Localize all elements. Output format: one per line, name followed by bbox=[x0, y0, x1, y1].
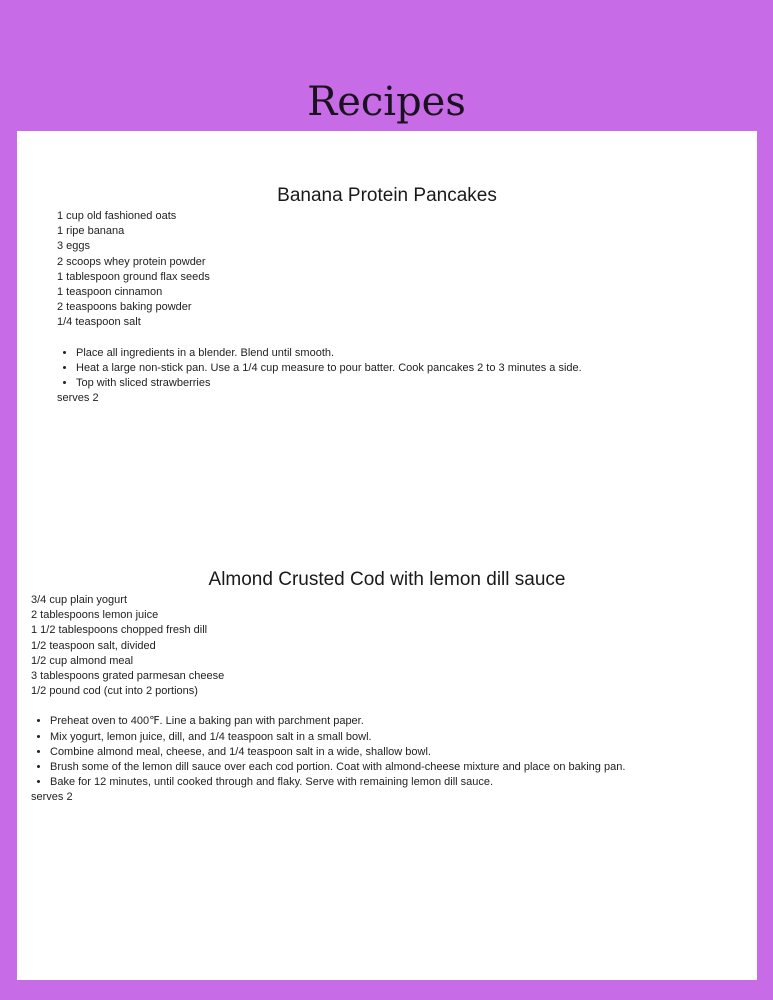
page-title: Recipes bbox=[307, 79, 466, 125]
serves-text: serves 2 bbox=[31, 791, 73, 804]
recipe-title: Banana Protein Pancakes bbox=[277, 185, 497, 206]
instruction-step: • Mix yogurt, lemon juice, dill, and 1/4 teaspoon salt in a small bowl. bbox=[50, 730, 757, 745]
ingredient-item: 3 eggs bbox=[57, 240, 91, 253]
ingredient-item: 1/2 teaspoon salt, divided bbox=[31, 639, 156, 652]
ingredient-item: 2 teaspoons baking powder bbox=[57, 301, 192, 314]
instruction-step: • Place all ingredients in a blender. Blend until smooth. bbox=[76, 346, 757, 361]
ingredient-item: 1/2 pound cod (cut into 2 portions) bbox=[31, 685, 198, 698]
instruction-list bbox=[57, 346, 757, 392]
instruction-step: • Combine almond meal, cheese, and 1/4 teaspoon salt in a wide, shallow bowl. bbox=[50, 745, 757, 760]
ingredient-item: 1/2 cup almond meal bbox=[31, 654, 134, 667]
recipe-sheet bbox=[17, 131, 757, 980]
ingredient-item: 1/4 teaspoon salt bbox=[57, 316, 141, 329]
ingredient-item: 1 teaspoon cinnamon bbox=[57, 286, 163, 299]
recipe-banana-protein-pancakes bbox=[17, 183, 757, 406]
recipe-body bbox=[17, 209, 757, 406]
ingredient-list bbox=[31, 593, 757, 699]
ingredient-item: 1 1/2 tablespoons chopped fresh dill bbox=[31, 624, 208, 637]
instruction-step: • Heat a large non-stick pan. Use a 1/4 cup measure to pour batter. Cook pancakes 2 to 3 minutes a side. bbox=[76, 361, 757, 376]
ingredient-item: 2 tablespoons lemon juice bbox=[31, 609, 159, 622]
ingredient-item: 2 scoops whey protein powder bbox=[57, 255, 206, 268]
instruction-step: • Brush some of the lemon dill sauce over each cod portion. Coat with almond-cheese mixture and place on baking pan. bbox=[50, 760, 757, 775]
instruction-list bbox=[31, 714, 757, 790]
instruction-step: • Preheat oven to 400℉. Line a baking pan with parchment paper. bbox=[50, 714, 757, 729]
ingredient-list bbox=[57, 209, 757, 331]
instruction-step: • Bake for 12 minutes, until cooked through and flaky. Serve with remaining lemon dill sauce. bbox=[50, 775, 757, 790]
ingredient-item: 3/4 cup plain yogurt bbox=[31, 594, 128, 606]
ingredient-item: 3 tablespoons grated parmesan cheese bbox=[31, 670, 225, 683]
recipe-title: Almond Crusted Cod with lemon dill sauce bbox=[208, 569, 566, 590]
ingredient-item: 1 tablespoon ground flax seeds bbox=[57, 270, 210, 283]
serves-text: serves 2 bbox=[57, 392, 99, 405]
recipe-body bbox=[17, 593, 757, 806]
ingredient-item: 1 cup old fashioned oats bbox=[57, 210, 177, 222]
recipe-almond-crusted-cod bbox=[17, 567, 757, 806]
ingredient-item: 1 ripe banana bbox=[57, 225, 125, 238]
instruction-step: • Top with sliced strawberries bbox=[76, 376, 757, 391]
